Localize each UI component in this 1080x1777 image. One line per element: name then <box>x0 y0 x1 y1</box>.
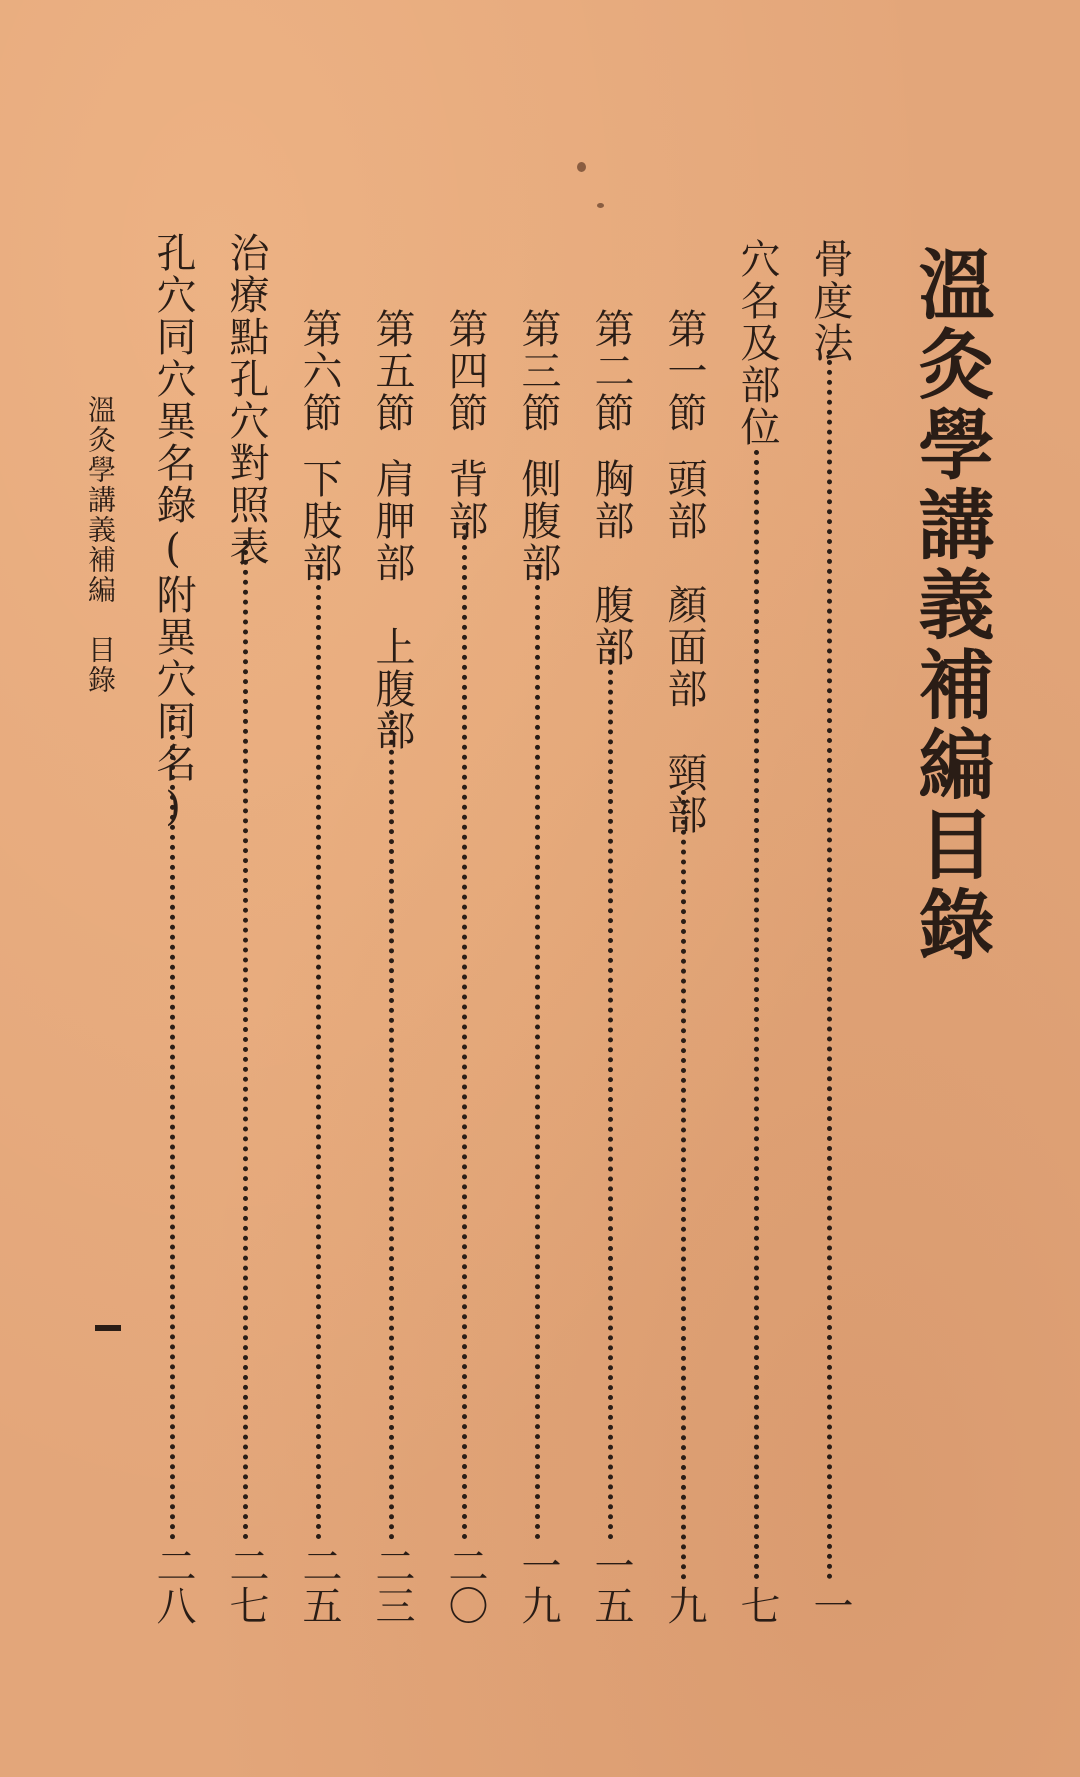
page-title: 溫灸學講義補編目錄 <box>906 245 995 965</box>
toc-page-number: 一九 <box>515 1545 561 1625</box>
leader-dots <box>608 640 613 1540</box>
leader-dots <box>827 350 832 1580</box>
leader-dots <box>243 540 248 1540</box>
running-head: 溫灸學講義補編 目錄 <box>84 395 117 695</box>
leader-dots <box>681 790 686 1580</box>
toc-section-label: 第四節 <box>442 308 488 434</box>
leader-dots <box>389 710 394 1540</box>
leader-dots <box>535 565 540 1540</box>
toc-page-number: 二〇 <box>442 1545 488 1625</box>
paper-speck <box>577 162 586 172</box>
toc-entry-text: 背部 <box>442 458 488 542</box>
leader-dots <box>170 705 175 1540</box>
toc-section-label: 第六節 <box>296 308 342 434</box>
toc-entry <box>296 308 342 584</box>
toc-entry-text: 孔穴同穴異名錄(附異穴同名) <box>150 232 196 832</box>
leader-dots <box>754 450 759 1580</box>
toc-page-number: 二八 <box>150 1545 196 1625</box>
toc-section-label: 第三節 <box>515 308 561 434</box>
toc-entry-text: 側腹部 <box>515 458 561 584</box>
toc-entry <box>661 308 707 836</box>
toc-entry <box>223 232 269 568</box>
toc-page-number: 二五 <box>296 1545 342 1625</box>
leader-dots <box>316 565 321 1540</box>
toc-entry <box>734 238 780 448</box>
toc-section-label: 第五節 <box>369 308 415 434</box>
toc-page-number: 一 <box>807 1585 853 1625</box>
leader-dots <box>462 525 467 1540</box>
toc-entry-text: 肩胛部 上腹部 <box>369 458 415 752</box>
toc-entry <box>442 308 488 542</box>
toc-entry <box>369 308 415 752</box>
toc-page-number: 二三 <box>369 1545 415 1625</box>
folio-mark <box>95 1325 121 1331</box>
toc-entry-text: 穴名及部位 <box>734 238 780 448</box>
toc-entry <box>515 308 561 584</box>
toc-entry-text: 頭部 顏面部 頸部 <box>661 458 707 836</box>
toc-entry <box>807 238 853 364</box>
toc-page-number: 二七 <box>223 1545 269 1625</box>
toc-entry-text: 骨度法 <box>807 238 853 364</box>
toc-section-label: 第二節 <box>588 308 634 434</box>
toc-entry <box>588 308 634 668</box>
toc-page-number: 九 <box>661 1585 707 1625</box>
toc-section-label: 第一節 <box>661 308 707 434</box>
paper-speck <box>597 203 604 208</box>
toc-entry-text: 胸部 腹部 <box>588 458 634 668</box>
toc-page-number: 一五 <box>588 1545 634 1625</box>
toc-page-number: 七 <box>734 1585 780 1625</box>
toc-entry-text: 下肢部 <box>296 458 342 584</box>
toc-entry-text: 治療點孔穴對照表 <box>223 232 269 568</box>
